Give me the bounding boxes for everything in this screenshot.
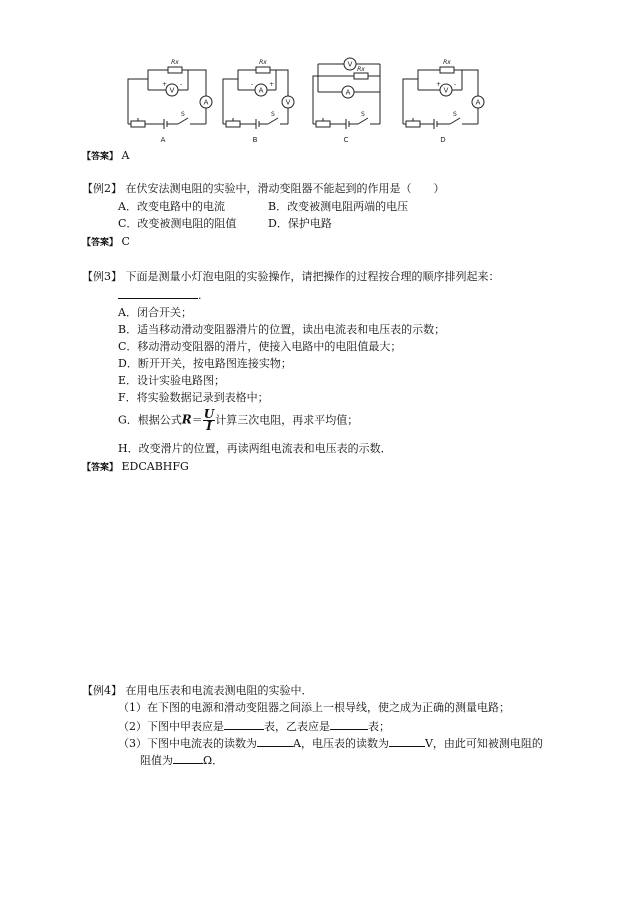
formula-numerator: U [203, 407, 215, 421]
step-g-post: 计算三次电阻，再求平均值； [215, 413, 359, 427]
figure-label-c: C [343, 136, 349, 144]
q3-step-f: F．将实验数据记录到表格中； [118, 391, 269, 404]
option-text: 改变被测电阻的阻值 [137, 217, 237, 230]
option-key: B． [268, 200, 288, 213]
q4-s3-text: A，电压表的读数为 [293, 737, 389, 750]
q2-option-a [118, 200, 225, 214]
q3-step-c: C．移动滑动变阻器的滑片，使接入电路中的电阻值最大； [118, 340, 402, 353]
answer-tag: 【答案】 [82, 238, 119, 248]
option-key: C． [118, 217, 138, 230]
q2-option-b [268, 200, 408, 214]
rx-label-b: Rx [259, 59, 267, 66]
ammeter-d: A [475, 98, 481, 107]
circuit-b [223, 67, 288, 129]
q3-step-a: A．闭合开关； [118, 306, 192, 319]
q4-sub-3-cont [140, 752, 223, 768]
formula-lhs: R [181, 412, 192, 427]
resistor-a [168, 67, 182, 73]
q3-answer: EDCABHFG [121, 460, 189, 473]
answer-tag: 【答案】 [82, 463, 119, 473]
q4-current-blank[interactable] [257, 735, 293, 747]
q2-answer: C [121, 235, 130, 248]
q4-sub-3 [118, 735, 543, 751]
circuit-figure [118, 52, 498, 144]
q3-step-e: E．设计实验电路图； [118, 374, 226, 387]
rx-label-c: Rx [357, 66, 365, 73]
q4-s3-text: （3）下图中电流表的读数为 [118, 737, 257, 750]
switch-label-d: S [453, 111, 457, 118]
q3-answer-line [82, 460, 189, 475]
option-key: D． [268, 217, 288, 230]
resistor-b [256, 67, 270, 73]
q2-stem-line [82, 182, 445, 196]
plus-mark-d: + [436, 81, 442, 88]
q2-option-c [118, 217, 236, 231]
plus-mark-b: - [251, 81, 254, 88]
minus-mark-d: - [454, 81, 457, 88]
circuit-d [403, 67, 478, 129]
formula-eq: ＝ [191, 413, 203, 427]
q3-tag: 【例3】 [82, 270, 122, 283]
q3-blank-end: . [198, 289, 202, 302]
q2-answer-line [82, 235, 130, 250]
q4-s3-text: Ω． [203, 754, 224, 767]
q3-answer-blank[interactable] [118, 287, 198, 299]
q3-answer-blank-line [118, 287, 202, 303]
voltmeter-b: V [285, 98, 291, 107]
minus-mark-a: - [180, 81, 183, 88]
q1-answer-line [82, 149, 129, 164]
q4-stem-line [82, 684, 313, 698]
figure-label-b: B [252, 136, 258, 144]
switch-label-c: S [361, 111, 365, 118]
ammeter-a: A [203, 98, 209, 107]
voltmeter-d: V [443, 86, 449, 95]
q4-resistance-blank[interactable] [173, 752, 203, 764]
resistor-d [440, 67, 454, 73]
minus-mark-b: + [269, 81, 275, 88]
q4-s3-text: 阻值为 [140, 754, 173, 767]
step-g-pre: G．根据公式 [118, 413, 182, 427]
voltmeter-a: V [169, 86, 175, 95]
figure-label-a: A [160, 136, 166, 144]
q4-yi-blank[interactable] [330, 718, 368, 730]
rx-label-d: Rx [443, 59, 451, 66]
q1-answer: A [121, 149, 130, 162]
formula-fraction [203, 409, 215, 432]
q4-s2-text: 表； [368, 720, 390, 733]
q4-sub-1: （1）在下图的电源和滑动变阻器之间添上一根导线，使之成为正确的测量电路； [118, 701, 510, 714]
q2-option-d [268, 217, 332, 231]
q2-tag: 【例2】 [82, 182, 122, 195]
q3-step-g [118, 409, 358, 432]
option-key: A． [118, 200, 137, 213]
figure-label-d: D [440, 136, 446, 144]
q4-tag: 【例4】 [82, 684, 122, 697]
q4-sub-2 [118, 718, 390, 734]
voltmeter-c: V [347, 60, 353, 69]
q3-stem: 下面是测量小灯泡电阻的实验操作，请把操作的过程按合理的顺序排列起来： [125, 270, 500, 283]
circuit-a [128, 67, 206, 129]
answer-tag: 【答案】 [82, 152, 119, 162]
q4-voltage-blank[interactable] [389, 735, 425, 747]
option-text: 改变电路中的电流 [136, 200, 225, 213]
ammeter-c: A [345, 88, 351, 97]
switch-label-b: S [271, 111, 275, 118]
q3-step-h: H．改变滑片的位置，再读两组电流表和电压表的示数． [118, 442, 392, 455]
resistor-c [354, 73, 368, 79]
option-text: 保护电路 [287, 217, 332, 230]
q4-jia-blank[interactable] [224, 718, 264, 730]
option-text: 改变被测电阻两端的电压 [287, 200, 409, 213]
q4-s2-text: 表，乙表应是 [264, 720, 330, 733]
q3-step-b: B．适当移动滑动变阻器滑片的位置，读出电流表和电压表的示数； [118, 323, 446, 336]
formula-denominator: I [206, 419, 212, 433]
q3-step-d: D．断开开关，按电路图连接实物； [118, 357, 292, 370]
q2-stem: 在伏安法测电阻的实验中，滑动变阻器不能起到的作用是（ ） [125, 182, 445, 195]
switch-label-a: S [181, 111, 185, 118]
q4-s2-text: （2）下图中甲表应是 [118, 720, 224, 733]
rx-label-a: Rx [171, 59, 179, 66]
plus-mark-a: + [162, 81, 168, 88]
q3-stem-line [82, 270, 500, 284]
q4-stem: 在用电压表和电流表测电阻的实验中． [125, 684, 313, 697]
ammeter-b: A [258, 86, 264, 95]
q4-s3-text: V，由此可知被测电阻的 [424, 737, 543, 750]
